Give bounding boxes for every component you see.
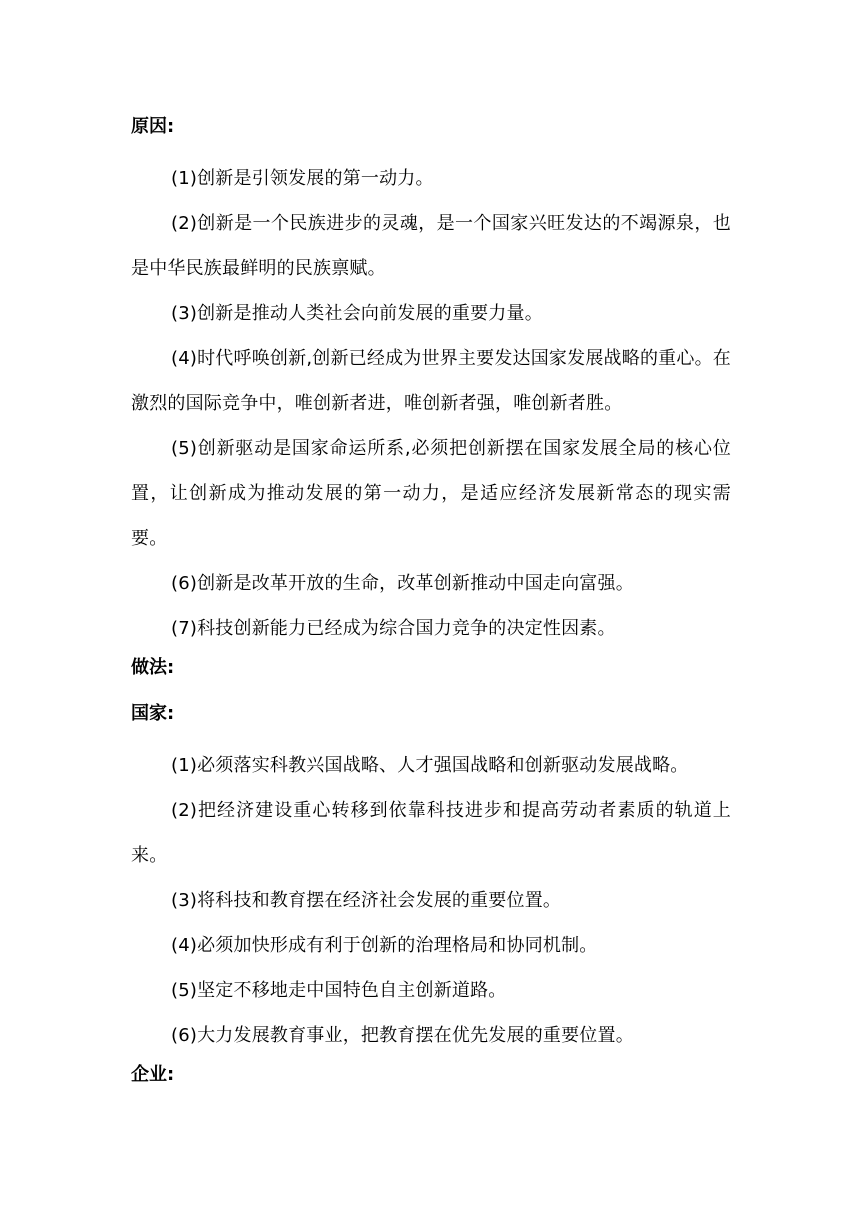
reason-item-5: (5)创新驱动是国家命运所系,必须把创新摆在国家发展全局的核心位置，让创新成为推动发展的第一动力，是适应经济发展新常态的现实需要。 xyxy=(131,438,731,549)
state-item-5: (5)坚定不移地走中国特色自主创新道路。 xyxy=(171,980,507,1001)
state-item-4: (4)必须加快形成有利于创新的治理格局和协同机制。 xyxy=(171,935,598,956)
state-item-6: (6)大力发展教育事业，把教育摆在优先发展的重要位置。 xyxy=(171,1025,634,1046)
reason-item-4: (4)时代呼唤创新,创新已经成为世界主要发达国家发展战略的重心。在激烈的国际竞争中，唯创新者进，唯创新者强，唯创新者胜。 xyxy=(131,348,731,414)
section-heading-state: 国家: xyxy=(131,703,175,724)
document-page xyxy=(131,110,731,1092)
reason-item-3: (3)创新是推动人类社会向前发展的重要力量。 xyxy=(171,303,543,324)
section-heading-enterprise: 企业: xyxy=(131,1064,175,1085)
section-heading-reasons: 原因: xyxy=(131,116,175,137)
reason-item-7: (7)科技创新能力已经成为综合国力竞争的决定性因素。 xyxy=(171,618,616,639)
state-item-2: (2)把经济建设重心转移到依靠科技进步和提高劳动者素质的轨道上来。 xyxy=(131,800,731,866)
reason-item-6: (6)创新是改革开放的生命，改革创新推动中国走向富强。 xyxy=(171,573,634,594)
reason-item-2: (2)创新是一个民族进步的灵魂，是一个国家兴旺发达的不竭源泉，也是中华民族最鲜明的民族禀赋。 xyxy=(131,213,731,279)
state-item-1: (1)必须落实科教兴国战略、人才强国战略和创新驱动发展战略。 xyxy=(171,755,689,776)
section-heading-approach: 做法: xyxy=(131,657,175,678)
reason-item-1: (1)创新是引领发展的第一动力。 xyxy=(171,168,434,189)
state-item-3: (3)将科技和教育摆在经济社会发展的重要位置。 xyxy=(171,890,562,911)
